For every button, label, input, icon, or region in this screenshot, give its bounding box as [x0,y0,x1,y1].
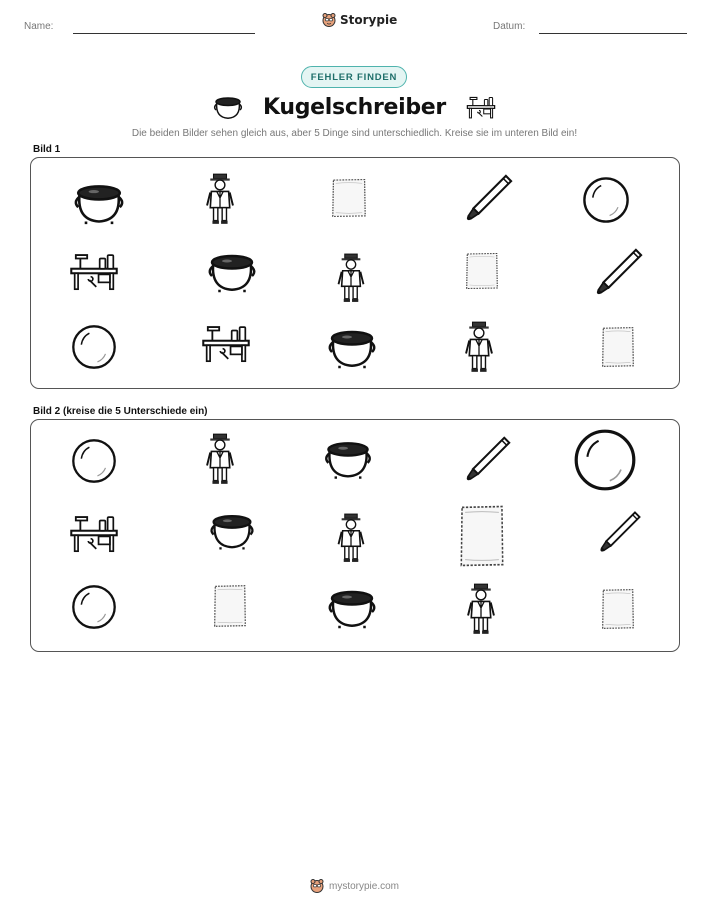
storypie-mascot-icon [310,879,324,893]
paper-icon [465,252,499,290]
bubble-icon[interactable] [71,438,117,484]
storypie-mascot-icon [322,13,336,27]
workbench-icon[interactable] [69,510,119,556]
pot-icon[interactable] [323,436,373,480]
man-icon [459,320,499,374]
pot-icon [327,322,377,372]
bubble-icon [71,324,117,370]
brand-logo [322,13,397,27]
paper-icon[interactable] [213,584,247,628]
bubble-icon[interactable] [71,584,117,630]
paper-icon [331,178,367,218]
man-icon[interactable] [461,582,501,636]
pot-icon[interactable] [209,506,255,554]
bubble-icon[interactable] [573,428,637,492]
man-icon [331,252,371,304]
bild1-panel [30,157,680,389]
date-field-line[interactable] [539,33,687,34]
workbench-icon [69,248,119,294]
workbench-icon [201,320,251,366]
pot-icon[interactable] [327,584,377,630]
footer-site: mystorypie.com [328,880,399,892]
workbench-icon [466,92,496,122]
pot-icon [207,246,257,296]
pot-icon [213,92,243,122]
category-badge: FEHLER FINDEN [301,66,407,88]
pen-icon [463,172,515,224]
pot-icon [73,176,125,228]
man-icon [199,172,241,226]
paper-icon[interactable] [459,504,505,568]
title-row [0,92,709,122]
bubble-icon [582,176,630,224]
footer [0,879,709,893]
brand-name: Storypie [340,13,398,27]
name-label: Name: [24,21,54,32]
paper-icon[interactable] [601,588,635,630]
name-field-line[interactable] [73,33,255,34]
man-icon[interactable] [199,432,241,486]
instructions-text: Die beiden Bilder sehen gleich aus, aber 5 Dinge sind unterschiedlich. Kreise sie im unteren Bild ein! [131,128,578,139]
paper-icon [601,326,635,368]
man-icon[interactable] [331,512,371,564]
date-label: Datum: [493,21,526,32]
bild2-panel [30,419,680,652]
pen-icon[interactable] [463,434,513,484]
pen-icon [593,246,645,298]
pen-icon[interactable] [597,508,643,556]
bild1-label: Bild 1 [33,144,61,155]
page-title: Kugelschreiber [263,94,446,120]
bild2-label: Bild 2 (kreise die 5 Unterschiede ein) [33,406,208,417]
